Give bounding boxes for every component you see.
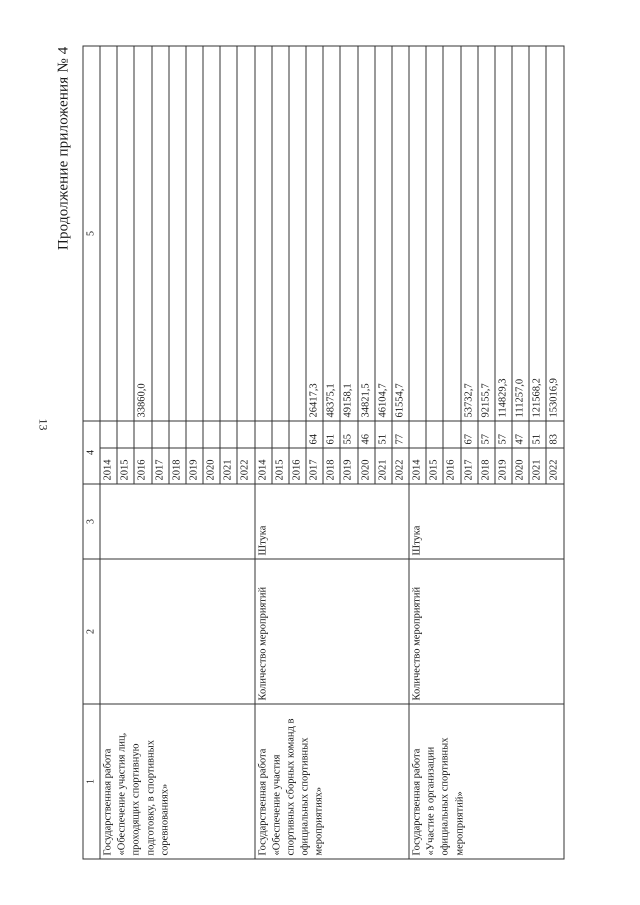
data-table [82,45,564,859]
year-cell: 2022 [391,448,408,484]
year-cell: 2014 [254,448,271,484]
value-cell: 153016,9 [546,46,563,421]
unit-cell: Штука [409,484,564,559]
value-cell: 34821,5 [357,46,374,421]
value-cell: 49158,1 [340,46,357,421]
year-cell: 2017 [151,448,168,484]
year-cell: 2014 [409,448,426,484]
value-cell [426,46,443,421]
year-cell: 2021 [220,448,237,484]
continuation-title: Продолжение приложения № 4 [55,46,71,250]
year-cell: 2019 [340,448,357,484]
value-cell: 26417,3 [306,46,323,421]
year-cell: 2017 [460,448,477,484]
header-col-4: 4 [83,421,100,484]
quantity-cell [426,421,443,448]
year-cell: 2018 [477,448,494,484]
rotated-page-content [52,46,588,859]
value-cell: 92155,7 [477,46,494,421]
quantity-cell [203,421,220,448]
quantity-cell: 83 [546,421,563,448]
value-cell [185,46,202,421]
year-cell: 2018 [168,448,185,484]
year-cell: 2015 [426,448,443,484]
value-cell [443,46,460,421]
table-row [100,46,117,859]
year-cell: 2020 [203,448,220,484]
year-cell: 2015 [117,448,134,484]
quantity-cell: 46 [357,421,374,448]
quantity-cell [443,421,460,448]
quantity-cell: 51 [374,421,391,448]
year-cell: 2019 [185,448,202,484]
quantity-cell [100,421,117,448]
value-cell [100,46,117,421]
value-cell [271,46,288,421]
quantity-cell: 61 [323,421,340,448]
year-cell: 2014 [100,448,117,484]
header-col-1: 1 [83,704,100,859]
value-cell: 114829,3 [494,46,511,421]
quantity-cell [409,421,426,448]
value-cell: 46104,7 [374,46,391,421]
quantity-cell [237,421,254,448]
value-cell [409,46,426,421]
page-number: 13 [36,418,51,431]
work-name-cell: Государственная работа «Обеспечение участия спортивных сборных команд в официальных спортивных мероприятиях» [254,704,409,859]
quantity-cell [151,421,168,448]
unit-cell: Штука [254,484,409,559]
header-col-5: 5 [83,46,100,421]
quantity-cell: 64 [306,421,323,448]
quantity-cell [168,421,185,448]
quantity-cell: 51 [529,421,546,448]
value-cell: 111257,0 [512,46,529,421]
value-cell [288,46,305,421]
value-cell: 33860,0 [134,46,151,421]
year-cell: 2020 [357,448,374,484]
year-cell: 2021 [529,448,546,484]
value-cell [117,46,134,421]
value-cell [203,46,220,421]
value-cell: 53732,7 [460,46,477,421]
value-cell: 121568,2 [529,46,546,421]
quantity-cell: 77 [391,421,408,448]
quantity-cell: 67 [460,421,477,448]
value-cell [220,46,237,421]
header-col-3: 3 [83,484,100,559]
indicator-cell: Количество мероприятий [409,559,564,704]
value-cell: 61554,7 [391,46,408,421]
table-row [409,46,426,859]
quantity-cell: 57 [477,421,494,448]
year-cell: 2019 [494,448,511,484]
year-cell: 2016 [134,448,151,484]
indicator-cell: Количество мероприятий [254,559,409,704]
quantity-cell [220,421,237,448]
value-cell [254,46,271,421]
year-cell: 2016 [288,448,305,484]
quantity-cell [271,421,288,448]
value-cell: 48375,1 [323,46,340,421]
year-cell: 2017 [306,448,323,484]
year-cell: 2015 [271,448,288,484]
year-cell: 2016 [443,448,460,484]
quantity-cell: 47 [512,421,529,448]
quantity-cell [254,421,271,448]
quantity-cell [288,421,305,448]
indicator-cell [100,559,255,704]
quantity-cell [117,421,134,448]
quantity-cell: 55 [340,421,357,448]
year-cell: 2022 [237,448,254,484]
header-row [83,46,100,859]
quantity-cell [134,421,151,448]
quantity-cell [185,421,202,448]
table-body [100,46,564,859]
work-name-cell: Государственная работа «Участие в организации официальных спортивных мероприятий» [409,704,564,859]
year-cell: 2020 [512,448,529,484]
header-col-2: 2 [83,559,100,704]
table-row [254,46,271,859]
value-cell [151,46,168,421]
value-cell [237,46,254,421]
year-cell: 2018 [323,448,340,484]
unit-cell [100,484,255,559]
year-cell: 2021 [374,448,391,484]
value-cell [168,46,185,421]
year-cell: 2022 [546,448,563,484]
work-name-cell: Государственная работа «Обеспечение участия лиц, проходящих спортивную подготовку, в спортивных соревнованиях» [100,704,255,859]
quantity-cell: 57 [494,421,511,448]
